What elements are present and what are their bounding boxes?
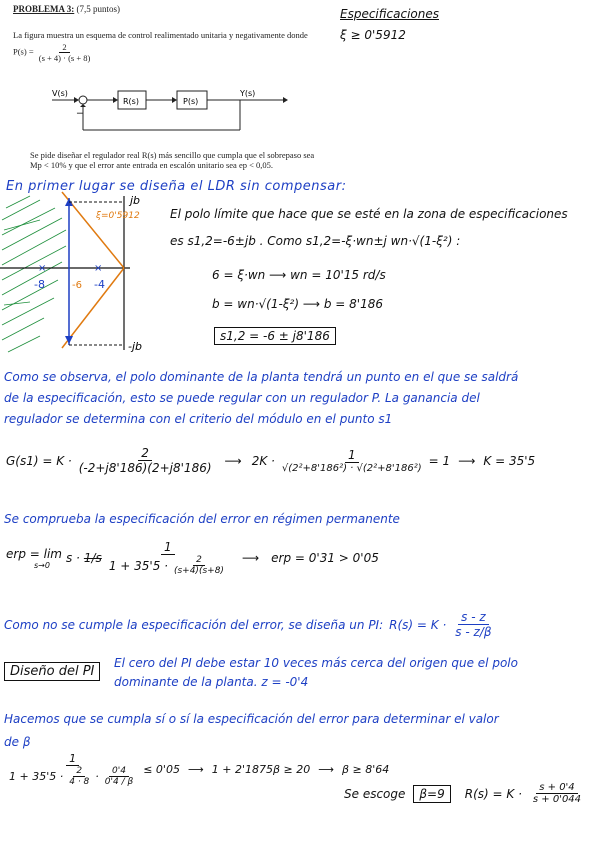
eq2-rhs: b = 8'186 [323,297,384,311]
gain-mid-den: √(2²+8'186²) · √(2²+8'186²) [281,462,422,474]
error-inner-num: 2 [193,555,205,566]
problem-statement-line1: Se pide diseñar el regulador real R(s) más sencillo que cumpla que el sobrepaso sea [30,150,315,160]
beta-choice-line [344,782,584,805]
error-one-over-s: 1/s [83,551,102,565]
summing-junction [79,96,87,104]
gain-num: 2 [138,446,152,461]
beta-den-frac2 [102,766,136,787]
gain-mid-lhs: 2K · [251,453,275,468]
arrow-icon: ⟶ [302,297,321,311]
beta-intro-line2: de β [4,735,31,749]
ldr-text-line2: es s1,2=-6±jb . Como s1,2=-ξ·wn±j wn·√(1-ξ²) : [170,234,461,248]
label-jb-top: jb [130,194,141,207]
eq1-rhs: wn = 10'15 rd/s [290,268,386,282]
pi-text-line1: El cero del PI debe estar 10 veces más cerca del origen que el polo [114,656,518,670]
block-diagram [50,86,320,136]
arrow-icon: ⟶ [318,763,334,776]
plant-den: (s + 4) · (s + 8) [38,53,91,63]
error-big-fraction [106,540,230,576]
beta-den-frac2-den: 0'4 / β [104,777,134,787]
beta-den-frac-den: 4 · 8 [69,777,90,787]
error-s-factor: s · [65,551,80,565]
specs-title: Especificaciones [340,7,439,21]
bd-plant-label: P(s) [183,97,199,106]
problem-heading-line [13,4,120,14]
eq2-line [212,297,383,311]
eq1-line [212,268,386,282]
beta-num: 1 [66,752,79,766]
error-equation [6,540,379,576]
error-big-den [106,555,230,576]
pi-box-title: Diseño del PI [4,662,100,681]
final-num: s + 0'4 [536,782,577,794]
gain-mid-fraction [279,448,425,474]
final-lhs: R(s) = K · [464,786,522,801]
pi-form-lhs: R(s) = K · [389,617,447,632]
arrow-icon: ⟶ [187,763,204,776]
gain-equation [6,446,535,475]
pi-form-den: s - z/β [455,625,492,639]
beta-chosen: β=9 [413,785,450,803]
final-fraction [530,782,584,805]
beta-den-a: 1 + 35'5 · [9,770,64,783]
beta-den-frac [66,766,92,787]
pole-marker-left: × [38,263,47,274]
specs-value: ξ ≥ 0'5912 [340,28,406,42]
para2-line1: Como se observa, el polo dominante de la planta tendrá un punto en el que se saldrá [4,370,519,384]
label-pole-right: -4 [94,278,105,291]
plant-fraction [36,42,94,63]
plant-lhs: P(s) = [13,46,34,57]
final-den: s + 0'044 [532,794,582,805]
error-inner-fraction [171,555,227,576]
problem-heading: PROBLEMA 3: [13,4,75,14]
beta-den-frac2-num: 0'4 [109,766,129,777]
arrow-icon: ⟶ [269,268,287,282]
pi-intro: Como no se cumple la especificación del error, se diseña un PI: [4,617,384,632]
beta-den: 1 + 35'5 · $\frac{2}{4 \cdot 8}$ · $\frac{0'4}{0'4 / \beta}$ [6,766,139,787]
gain-den: (-2+j8'186)(2+j8'186) [78,461,212,475]
gain-fraction [76,446,215,475]
error-den-a: 1 + 35'5 · [108,558,168,573]
plant-num: 2 [59,42,69,53]
error-intro: Se comprueba la especificación del error en régimen permanente [4,512,400,526]
beta-equation [6,752,389,787]
bd-input-label: V(s) [52,89,68,98]
root-locus-sketch [0,190,160,360]
eq2-lhs: b = wn·√(1-ξ²) [212,297,300,311]
arrow-icon: ⟶ [224,453,242,468]
error-inner-den: (s+4)(s+8) [173,566,224,576]
beta-step3: β ≥ 8'64 [341,763,390,776]
para2-line3: regulador se determina con el criterio del módulo en el punto s1 [4,412,393,426]
bd-controller-label: R(s) [123,97,139,106]
ldr-text-line1: El polo límite que hace que se esté en la zona de especificaciones [170,207,568,221]
problem-points: (7,5 puntos) [76,4,121,14]
label-pole-left: -8 [34,278,45,291]
pi-form-num: s - z [458,610,489,625]
error-lim-sub: s→0 [34,560,50,570]
eq1-lhs: 6 = ξ·wn [212,268,266,282]
arrow-icon: ⟶ [241,551,260,565]
plant-transfer-function [13,42,93,63]
para2-line2: de la especificación, esto se puede regular con un regulador P. La ganancia del [4,391,480,405]
beta-intro-line1: Hacemos que se cumpla sí o sí la especificación del error para determinar el valor [4,712,499,726]
label-xi: ξ=0'5912 [96,211,140,221]
gain-mid-num: 1 [345,448,359,463]
error-limit [6,547,62,570]
beta-step2: 1 + 2'1875β ≥ 20 [211,763,311,776]
spec-zone-hatching [2,196,66,352]
problem-intro: La figura muestra un esquema de control realimentado unitaria y negativamente donde [13,30,308,40]
error-lhs: erp = lim [6,546,62,561]
gain-mid-rhs: = 1 [428,453,451,468]
gain-lhs: G(s1) = K · [6,453,72,468]
pi-text-line2: dominante de la planta. z = -0'4 [114,675,309,689]
boxed-result: s1,2 = -6 ± j8'186 [214,327,336,345]
label-jb-bottom: -jb [128,340,143,353]
beta-ineq: ≤ 0'05 [143,763,180,776]
beta-den-frac-num: 2 [73,766,85,777]
label-region: -6 [72,280,82,291]
problem-statement-line2: Mp < 10% y que el error ante entrada en escalón unitario sea ep < 0,05. [30,160,274,170]
ldr-intro: En primer lugar se diseña el LDR sin compensar: [6,179,347,194]
bd-output-label: Y(s) [240,89,256,98]
error-big-num: 1 [161,540,175,555]
pi-form-fraction [452,610,494,639]
beta-big-fraction [6,752,139,787]
gain-result: K = 35'5 [483,453,536,468]
pole-marker-right: × [94,263,103,274]
arrow-icon: ⟶ [458,453,476,468]
bd-minus: − [76,109,84,119]
error-result: erp = 0'31 > 0'05 [271,551,379,565]
beta-choose: Se escoge [344,786,406,801]
pi-intro-line [4,610,495,639]
